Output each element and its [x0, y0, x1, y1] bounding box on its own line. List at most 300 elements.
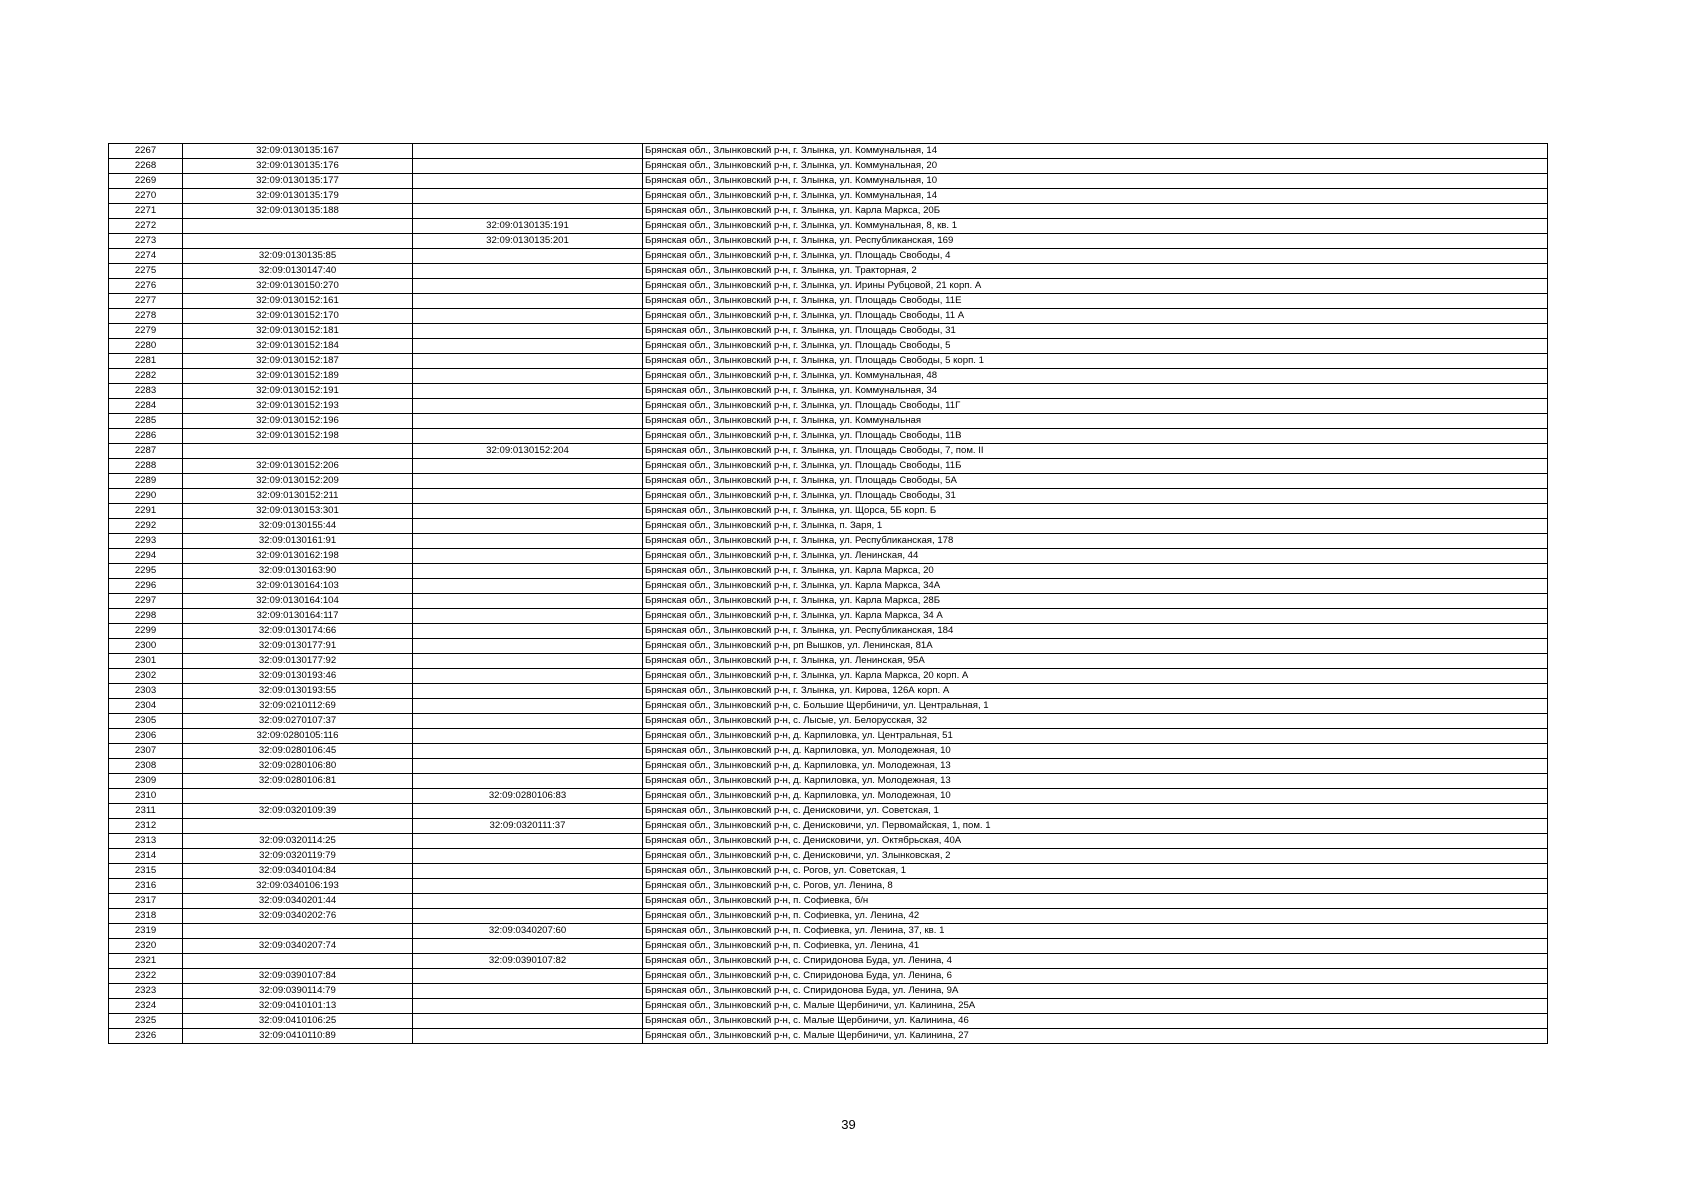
row-number-cell: 2292: [109, 519, 183, 534]
cadastral-number-alt-cell: 32:09:0390107:82: [413, 954, 643, 969]
table-row: [109, 714, 1548, 729]
row-number-cell: 2275: [109, 264, 183, 279]
address-cell: Брянская обл., Злынковский р-н, г. Злынка, ул. Ленинская, 44: [643, 549, 1548, 564]
address-cell: Брянская обл., Злынковский р-н, г. Злынка, ул. Карла Маркса, 34А: [643, 579, 1548, 594]
cadastral-number-cell: 32:09:0210112:69: [183, 699, 413, 714]
cadastral-number-cell: 32:09:0130135:176: [183, 159, 413, 174]
cadastral-number-alt-cell: [413, 1014, 643, 1029]
row-number-cell: 2283: [109, 384, 183, 399]
cadastral-number-cell: 32:09:0130147:40: [183, 264, 413, 279]
table-row: [109, 249, 1548, 264]
address-cell: Брянская обл., Злынковский р-н, г. Злынка, ул. Площадь Свободы, 7, пом. II: [643, 444, 1548, 459]
table-row: [109, 564, 1548, 579]
cadastral-number-cell: 32:09:0130164:104: [183, 594, 413, 609]
cadastral-number-alt-cell: [413, 669, 643, 684]
cadastral-number-alt-cell: [413, 654, 643, 669]
cadastral-number-alt-cell: [413, 684, 643, 699]
cadastral-number-cell: 32:09:0280106:80: [183, 759, 413, 774]
row-number-cell: 2297: [109, 594, 183, 609]
table-row: [109, 294, 1548, 309]
cadastral-number-cell: [183, 924, 413, 939]
cadastral-number-cell: 32:09:0130152:209: [183, 474, 413, 489]
cadastral-number-cell: 32:09:0130163:90: [183, 564, 413, 579]
address-cell: Брянская обл., Злынковский р-н, г. Злынка, ул. Щорса, 5Б корп. Б: [643, 504, 1548, 519]
row-number-cell: 2293: [109, 534, 183, 549]
table-row: [109, 669, 1548, 684]
cadastral-number-alt-cell: [413, 564, 643, 579]
table-row: [109, 219, 1548, 234]
cadastral-number-alt-cell: [413, 294, 643, 309]
row-number-cell: 2277: [109, 294, 183, 309]
address-cell: Брянская обл., Злынковский р-н, г. Злынка, ул. Площадь Свободы, 5А: [643, 474, 1548, 489]
table-row: [109, 369, 1548, 384]
address-cell: Брянская обл., Злынковский р-н, с. Малые Щербиничи, ул. Калинина, 46: [643, 1014, 1548, 1029]
cadastral-number-cell: 32:09:0320114:25: [183, 834, 413, 849]
cadastral-number-cell: 32:09:0130155:44: [183, 519, 413, 534]
cadastral-number-alt-cell: [413, 864, 643, 879]
table-row: [109, 804, 1548, 819]
cadastral-number-alt-cell: 32:09:0130135:191: [413, 219, 643, 234]
table-row: [109, 834, 1548, 849]
address-cell: Брянская обл., Злынковский р-н, г. Злынка, ул. Площадь Свободы, 5 корп. 1: [643, 354, 1548, 369]
address-cell: Брянская обл., Злынковский р-н, с. Малые Щербиничи, ул. Калинина, 27: [643, 1029, 1548, 1044]
row-number-cell: 2280: [109, 339, 183, 354]
row-number-cell: 2324: [109, 999, 183, 1014]
table-row: [109, 729, 1548, 744]
address-cell: Брянская обл., Злынковский р-н, г. Злынка, п. Заря, 1: [643, 519, 1548, 534]
cadastral-number-alt-cell: [413, 834, 643, 849]
cadastral-number-cell: 32:09:0280106:81: [183, 774, 413, 789]
row-number-cell: 2282: [109, 369, 183, 384]
row-number-cell: 2294: [109, 549, 183, 564]
address-cell: Брянская обл., Злынковский р-н, с. Денисковичи, ул. Первомайская, 1, пом. 1: [643, 819, 1548, 834]
row-number-cell: 2314: [109, 849, 183, 864]
cadastral-number-alt-cell: [413, 429, 643, 444]
row-number-cell: 2281: [109, 354, 183, 369]
address-cell: Брянская обл., Злынковский р-н, рп Вышков, ул. Ленинская, 81А: [643, 639, 1548, 654]
row-number-cell: 2268: [109, 159, 183, 174]
row-number-cell: 2317: [109, 894, 183, 909]
row-number-cell: 2291: [109, 504, 183, 519]
cadastral-number-alt-cell: [413, 579, 643, 594]
cadastral-number-alt-cell: [413, 144, 643, 159]
table-row: [109, 819, 1548, 834]
cadastral-number-cell: 32:09:0130135:177: [183, 174, 413, 189]
row-number-cell: 2321: [109, 954, 183, 969]
table-row: [109, 174, 1548, 189]
row-number-cell: 2295: [109, 564, 183, 579]
address-cell: Брянская обл., Злынковский р-н, г. Злынка, ул. Площадь Свободы, 5: [643, 339, 1548, 354]
row-number-cell: 2319: [109, 924, 183, 939]
cadastral-number-alt-cell: [413, 279, 643, 294]
table-row: [109, 594, 1548, 609]
cadastral-number-cell: 32:09:0130152:170: [183, 309, 413, 324]
row-number-cell: 2279: [109, 324, 183, 339]
row-number-cell: 2287: [109, 444, 183, 459]
cadastral-number-alt-cell: [413, 504, 643, 519]
row-number-cell: 2298: [109, 609, 183, 624]
cadastral-number-alt-cell: [413, 204, 643, 219]
table-row: [109, 429, 1548, 444]
cadastral-number-alt-cell: [413, 639, 643, 654]
table-row: [109, 894, 1548, 909]
table-row: [109, 609, 1548, 624]
address-cell: Брянская обл., Злынковский р-н, г. Злынка, ул. Площадь Свободы, 11 А: [643, 309, 1548, 324]
cadastral-number-alt-cell: [413, 729, 643, 744]
cadastral-number-cell: [183, 219, 413, 234]
row-number-cell: 2289: [109, 474, 183, 489]
cadastral-number-alt-cell: 32:09:0320111:37: [413, 819, 643, 834]
cadastral-number-cell: 32:09:0130135:167: [183, 144, 413, 159]
row-number-cell: 2302: [109, 669, 183, 684]
address-cell: Брянская обл., Злынковский р-н, п. Софиевка, ул. Ленина, 41: [643, 939, 1548, 954]
address-cell: Брянская обл., Злынковский р-н, с. Спиридонова Буда, ул. Ленина, 6: [643, 969, 1548, 984]
cadastral-number-alt-cell: [413, 624, 643, 639]
table-row: [109, 624, 1548, 639]
cadastral-number-cell: 32:09:0410110:89: [183, 1029, 413, 1044]
cadastral-number-cell: 32:09:0130153:301: [183, 504, 413, 519]
row-number-cell: 2303: [109, 684, 183, 699]
row-number-cell: 2320: [109, 939, 183, 954]
cadastral-number-cell: 32:09:0410101:13: [183, 999, 413, 1014]
table-row: [109, 459, 1548, 474]
address-cell: Брянская обл., Злынковский р-н, г. Злынка, ул. Карла Маркса, 20Б: [643, 204, 1548, 219]
row-number-cell: 2296: [109, 579, 183, 594]
cadastral-number-alt-cell: 32:09:0130135:201: [413, 234, 643, 249]
address-cell: Брянская обл., Злынковский р-н, с. Большие Щербиничи, ул. Центральная, 1: [643, 699, 1548, 714]
table-row: [109, 279, 1548, 294]
cadastral-number-alt-cell: [413, 174, 643, 189]
table-row: [109, 324, 1548, 339]
cadastral-number-alt-cell: 32:09:0130152:204: [413, 444, 643, 459]
address-cell: Брянская обл., Злынковский р-н, с. Рогов, ул. Ленина, 8: [643, 879, 1548, 894]
cadastral-number-alt-cell: [413, 744, 643, 759]
cadastral-number-alt-cell: [413, 849, 643, 864]
row-number-cell: 2313: [109, 834, 183, 849]
page-number: 39: [841, 1117, 856, 1132]
row-number-cell: 2311: [109, 804, 183, 819]
cadastral-number-cell: 32:09:0390114:79: [183, 984, 413, 999]
address-cell: Брянская обл., Злынковский р-н, д. Карпиловка, ул. Молодежная, 10: [643, 744, 1548, 759]
address-cell: Брянская обл., Злынковский р-н, г. Злынка, ул. Площадь Свободы, 11Г: [643, 399, 1548, 414]
table-row: [109, 204, 1548, 219]
table-row: [109, 519, 1548, 534]
table-row: [109, 909, 1548, 924]
address-cell: Брянская обл., Злынковский р-н, г. Злынка, ул. Коммунальная, 34: [643, 384, 1548, 399]
cadastral-number-cell: 32:09:0130152:191: [183, 384, 413, 399]
row-number-cell: 2284: [109, 399, 183, 414]
cadastral-number-alt-cell: [413, 369, 643, 384]
row-number-cell: 2290: [109, 489, 183, 504]
address-cell: Брянская обл., Злынковский р-н, с. Малые Щербиничи, ул. Калинина, 25А: [643, 999, 1548, 1014]
cadastral-number-alt-cell: [413, 459, 643, 474]
address-cell: Брянская обл., Злынковский р-н, г. Злынка, ул. Площадь Свободы, 11Е: [643, 294, 1548, 309]
table-row: [109, 354, 1548, 369]
registry-table-body: [109, 144, 1548, 1044]
cadastral-number-alt-cell: [413, 354, 643, 369]
table-row: [109, 969, 1548, 984]
address-cell: Брянская обл., Злынковский р-н, г. Злынка, ул. Коммунальная, 8, кв. 1: [643, 219, 1548, 234]
cadastral-number-alt-cell: [413, 999, 643, 1014]
row-number-cell: 2276: [109, 279, 183, 294]
address-cell: Брянская обл., Злынковский р-н, г. Злынка, ул. Ленинская, 95А: [643, 654, 1548, 669]
cadastral-number-cell: 32:09:0130193:55: [183, 684, 413, 699]
address-cell: Брянская обл., Злынковский р-н, г. Злынка, ул. Коммунальная: [643, 414, 1548, 429]
address-cell: Брянская обл., Злынковский р-н, с. Денисковичи, ул. Октябрьская, 40А: [643, 834, 1548, 849]
table-row: [109, 309, 1548, 324]
cadastral-number-alt-cell: [413, 474, 643, 489]
cadastral-number-alt-cell: [413, 984, 643, 999]
registry-table: [108, 143, 1548, 1044]
cadastral-number-cell: 32:09:0340207:74: [183, 939, 413, 954]
cadastral-number-cell: 32:09:0340201:44: [183, 894, 413, 909]
cadastral-number-alt-cell: 32:09:0340207:60: [413, 924, 643, 939]
cadastral-number-cell: 32:09:0390107:84: [183, 969, 413, 984]
cadastral-number-cell: 32:09:0340104:84: [183, 864, 413, 879]
table-row: [109, 384, 1548, 399]
address-cell: Брянская обл., Злынковский р-н, г. Злынка, ул. Карла Маркса, 34 А: [643, 609, 1548, 624]
table-row: [109, 774, 1548, 789]
row-number-cell: 2325: [109, 1014, 183, 1029]
cadastral-number-alt-cell: [413, 339, 643, 354]
address-cell: Брянская обл., Злынковский р-н, г. Злынка, ул. Тракторная, 2: [643, 264, 1548, 279]
address-cell: Брянская обл., Злынковский р-н, г. Злынка, ул. Коммунальная, 20: [643, 159, 1548, 174]
row-number-cell: 2301: [109, 654, 183, 669]
table-row: [109, 264, 1548, 279]
table-row: [109, 234, 1548, 249]
cadastral-number-alt-cell: [413, 414, 643, 429]
table-row: [109, 534, 1548, 549]
address-cell: Брянская обл., Злынковский р-н, г. Злынка, ул. Ирины Рубцовой, 21 корп. А: [643, 279, 1548, 294]
cadastral-number-cell: 32:09:0130152:184: [183, 339, 413, 354]
table-row: [109, 639, 1548, 654]
address-cell: Брянская обл., Злынковский р-н, д. Карпиловка, ул. Молодежная, 13: [643, 759, 1548, 774]
cadastral-number-cell: 32:09:0280105:116: [183, 729, 413, 744]
cadastral-number-cell: 32:09:0130152:161: [183, 294, 413, 309]
address-cell: Брянская обл., Злынковский р-н, г. Злынка, ул. Площадь Свободы, 31: [643, 324, 1548, 339]
cadastral-number-cell: 32:09:0130150:270: [183, 279, 413, 294]
cadastral-number-cell: 32:09:0320119:79: [183, 849, 413, 864]
cadastral-number-alt-cell: [413, 774, 643, 789]
cadastral-number-alt-cell: [413, 399, 643, 414]
row-number-cell: 2323: [109, 984, 183, 999]
cadastral-number-cell: 32:09:0130152:181: [183, 324, 413, 339]
table-row: [109, 144, 1548, 159]
cadastral-number-alt-cell: [413, 759, 643, 774]
cadastral-number-alt-cell: [413, 549, 643, 564]
row-number-cell: 2316: [109, 879, 183, 894]
table-row: [109, 1014, 1548, 1029]
row-number-cell: 2299: [109, 624, 183, 639]
table-row: [109, 879, 1548, 894]
cadastral-number-cell: 32:09:0130164:117: [183, 609, 413, 624]
row-number-cell: 2273: [109, 234, 183, 249]
address-cell: Брянская обл., Злынковский р-н, д. Карпиловка, ул. Молодежная, 13: [643, 774, 1548, 789]
cadastral-number-cell: 32:09:0130193:46: [183, 669, 413, 684]
row-number-cell: 2288: [109, 459, 183, 474]
row-number-cell: 2269: [109, 174, 183, 189]
address-cell: Брянская обл., Злынковский р-н, г. Злынка, ул. Площадь Свободы, 11Б: [643, 459, 1548, 474]
cadastral-number-cell: 32:09:0280106:45: [183, 744, 413, 759]
cadastral-number-cell: 32:09:0130135:188: [183, 204, 413, 219]
table-row: [109, 444, 1548, 459]
address-cell: Брянская обл., Злынковский р-н, г. Злынка, ул. Республиканская, 169: [643, 234, 1548, 249]
table-row: [109, 789, 1548, 804]
row-number-cell: 2318: [109, 909, 183, 924]
address-cell: Брянская обл., Злынковский р-н, г. Злынка, ул. Карла Маркса, 20: [643, 564, 1548, 579]
cadastral-number-alt-cell: [413, 939, 643, 954]
cadastral-number-cell: 32:09:0130177:91: [183, 639, 413, 654]
cadastral-number-alt-cell: [413, 894, 643, 909]
table-row: [109, 399, 1548, 414]
cadastral-number-alt-cell: [413, 969, 643, 984]
table-row: [109, 159, 1548, 174]
table-row: [109, 924, 1548, 939]
cadastral-number-cell: [183, 444, 413, 459]
row-number-cell: 2285: [109, 414, 183, 429]
address-cell: Брянская обл., Злынковский р-н, п. Софиевка, ул. Ленина, 42: [643, 909, 1548, 924]
cadastral-number-cell: 32:09:0270107:37: [183, 714, 413, 729]
cadastral-number-cell: [183, 954, 413, 969]
cadastral-number-cell: 32:09:0130174:66: [183, 624, 413, 639]
address-cell: Брянская обл., Злынковский р-н, с. Денисковичи, ул. Советская, 1: [643, 804, 1548, 819]
address-cell: Брянская обл., Злынковский р-н, д. Карпиловка, ул. Центральная, 51: [643, 729, 1548, 744]
cadastral-number-cell: 32:09:0130135:179: [183, 189, 413, 204]
table-row: [109, 414, 1548, 429]
address-cell: Брянская обл., Злынковский р-н, п. Софиевка, б/н: [643, 894, 1548, 909]
cadastral-number-alt-cell: [413, 1029, 643, 1044]
cadastral-number-alt-cell: [413, 804, 643, 819]
cadastral-number-alt-cell: [413, 714, 643, 729]
address-cell: Брянская обл., Злынковский р-н, с. Рогов, ул. Советская, 1: [643, 864, 1548, 879]
cadastral-number-alt-cell: [413, 309, 643, 324]
table-row: [109, 189, 1548, 204]
table-row: [109, 339, 1548, 354]
table-row: [109, 849, 1548, 864]
cadastral-number-alt-cell: [413, 699, 643, 714]
row-number-cell: 2278: [109, 309, 183, 324]
cadastral-number-cell: [183, 789, 413, 804]
address-cell: Брянская обл., Злынковский р-н, г. Злынка, ул. Площадь Свободы, 31: [643, 489, 1548, 504]
table-row: [109, 684, 1548, 699]
cadastral-number-alt-cell: [413, 264, 643, 279]
cadastral-number-cell: 32:09:0130177:92: [183, 654, 413, 669]
cadastral-number-cell: [183, 819, 413, 834]
row-number-cell: 2300: [109, 639, 183, 654]
address-cell: Брянская обл., Злынковский р-н, п. Софиевка, ул. Ленина, 37, кв. 1: [643, 924, 1548, 939]
row-number-cell: 2274: [109, 249, 183, 264]
cadastral-number-alt-cell: [413, 189, 643, 204]
address-cell: Брянская обл., Злынковский р-н, д. Карпиловка, ул. Молодежная, 10: [643, 789, 1548, 804]
address-cell: Брянская обл., Злынковский р-н, г. Злынка, ул. Республиканская, 178: [643, 534, 1548, 549]
cadastral-number-cell: 32:09:0130152:189: [183, 369, 413, 384]
row-number-cell: 2272: [109, 219, 183, 234]
row-number-cell: 2306: [109, 729, 183, 744]
table-row: [109, 744, 1548, 759]
address-cell: Брянская обл., Злынковский р-н, г. Злынка, ул. Карла Маркса, 20 корп. А: [643, 669, 1548, 684]
address-cell: Брянская обл., Злынковский р-н, г. Злынка, ул. Республиканская, 184: [643, 624, 1548, 639]
address-cell: Брянская обл., Злынковский р-н, с. Денисковичи, ул. Злынковская, 2: [643, 849, 1548, 864]
address-cell: Брянская обл., Злынковский р-н, с. Спиридонова Буда, ул. Ленина, 9А: [643, 984, 1548, 999]
row-number-cell: 2271: [109, 204, 183, 219]
row-number-cell: 2309: [109, 774, 183, 789]
row-number-cell: 2304: [109, 699, 183, 714]
row-number-cell: 2286: [109, 429, 183, 444]
table-row: [109, 549, 1548, 564]
cadastral-number-alt-cell: 32:09:0280106:83: [413, 789, 643, 804]
cadastral-number-alt-cell: [413, 519, 643, 534]
table-row: [109, 504, 1548, 519]
cadastral-number-alt-cell: [413, 609, 643, 624]
row-number-cell: 2270: [109, 189, 183, 204]
address-cell: Брянская обл., Злынковский р-н, г. Злынка, ул. Коммунальная, 14: [643, 189, 1548, 204]
cadastral-number-alt-cell: [413, 879, 643, 894]
cadastral-number-cell: 32:09:0410106:25: [183, 1014, 413, 1029]
table-row: [109, 759, 1548, 774]
cadastral-number-cell: [183, 234, 413, 249]
address-cell: Брянская обл., Злынковский р-н, с. Лысые, ул. Белорусская, 32: [643, 714, 1548, 729]
row-number-cell: 2308: [109, 759, 183, 774]
row-number-cell: 2312: [109, 819, 183, 834]
row-number-cell: 2315: [109, 864, 183, 879]
table-row: [109, 474, 1548, 489]
cadastral-number-alt-cell: [413, 384, 643, 399]
cadastral-number-cell: 32:09:0340106:193: [183, 879, 413, 894]
address-cell: Брянская обл., Злынковский р-н, г. Злынка, ул. Коммунальная, 14: [643, 144, 1548, 159]
address-cell: Брянская обл., Злынковский р-н, г. Злынка, ул. Карла Маркса, 28Б: [643, 594, 1548, 609]
cadastral-number-cell: 32:09:0130162:198: [183, 549, 413, 564]
cadastral-number-cell: 32:09:0130164:103: [183, 579, 413, 594]
table-row: [109, 489, 1548, 504]
cadastral-number-alt-cell: [413, 159, 643, 174]
table-row: [109, 864, 1548, 879]
address-cell: Брянская обл., Злынковский р-н, с. Спиридонова Буда, ул. Ленина, 4: [643, 954, 1548, 969]
cadastral-number-cell: 32:09:0340202:76: [183, 909, 413, 924]
cadastral-number-alt-cell: [413, 909, 643, 924]
address-cell: Брянская обл., Злынковский р-н, г. Злынка, ул. Площадь Свободы, 4: [643, 249, 1548, 264]
cadastral-number-cell: 32:09:0130161:91: [183, 534, 413, 549]
table-row: [109, 984, 1548, 999]
row-number-cell: 2326: [109, 1029, 183, 1044]
cadastral-number-alt-cell: [413, 489, 643, 504]
table-row: [109, 999, 1548, 1014]
table-row: [109, 579, 1548, 594]
cadastral-number-alt-cell: [413, 534, 643, 549]
address-cell: Брянская обл., Злынковский р-н, г. Злынка, ул. Коммунальная, 10: [643, 174, 1548, 189]
row-number-cell: 2305: [109, 714, 183, 729]
cadastral-number-cell: 32:09:0130152:198: [183, 429, 413, 444]
cadastral-number-cell: 32:09:0130152:187: [183, 354, 413, 369]
row-number-cell: 2307: [109, 744, 183, 759]
table-row: [109, 1029, 1548, 1044]
cadastral-number-cell: 32:09:0320109:39: [183, 804, 413, 819]
table-row: [109, 699, 1548, 714]
address-cell: Брянская обл., Злынковский р-н, г. Злынка, ул. Кирова, 126А корп. А: [643, 684, 1548, 699]
cadastral-number-cell: 32:09:0130152:193: [183, 399, 413, 414]
cadastral-number-cell: 32:09:0130152:211: [183, 489, 413, 504]
table-row: [109, 939, 1548, 954]
address-cell: Брянская обл., Злынковский р-н, г. Злынка, ул. Коммунальная, 48: [643, 369, 1548, 384]
cadastral-number-cell: 32:09:0130152:196: [183, 414, 413, 429]
cadastral-number-alt-cell: [413, 324, 643, 339]
row-number-cell: 2322: [109, 969, 183, 984]
cadastral-number-cell: 32:09:0130135:85: [183, 249, 413, 264]
address-cell: Брянская обл., Злынковский р-н, г. Злынка, ул. Площадь Свободы, 11В: [643, 429, 1548, 444]
table-row: [109, 654, 1548, 669]
row-number-cell: 2310: [109, 789, 183, 804]
cadastral-number-alt-cell: [413, 594, 643, 609]
row-number-cell: 2267: [109, 144, 183, 159]
